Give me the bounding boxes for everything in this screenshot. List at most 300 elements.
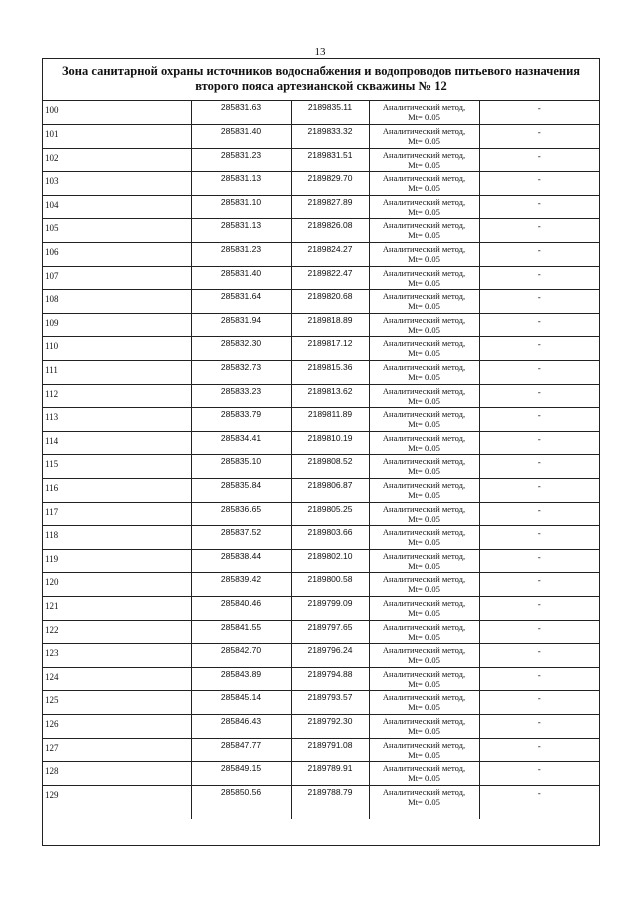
x-coordinate-cell <box>191 313 291 337</box>
method-accuracy: Mt= 0.05 <box>408 301 440 312</box>
point-number-cell <box>43 549 191 573</box>
x-coordinate-cell <box>191 384 291 408</box>
description-cell <box>479 148 599 172</box>
point-number-cell <box>43 243 191 267</box>
table-row <box>43 266 599 290</box>
point-number: 107 <box>45 270 59 281</box>
method-name: Аналитический метод, <box>382 220 466 231</box>
method-name: Аналитический метод, <box>382 715 466 726</box>
y-coordinate: 2189800.58 <box>307 574 353 585</box>
y-coordinate: 2189805.25 <box>307 503 353 514</box>
y-coordinate: 2189810.19 <box>307 432 353 443</box>
description-cell <box>479 290 599 314</box>
y-coordinate: 2189791.08 <box>307 739 353 750</box>
y-coordinate-cell <box>291 573 369 597</box>
method-accuracy: Mt= 0.05 <box>408 466 440 477</box>
method-accuracy: Mt= 0.05 <box>408 442 440 453</box>
y-coordinate-cell <box>291 502 369 526</box>
point-number-cell <box>43 762 191 786</box>
x-coordinate-cell <box>191 408 291 432</box>
point-number: 102 <box>45 152 59 163</box>
method-name: Аналитический метод, <box>382 456 466 467</box>
zone-title-line-2: второго пояса артезианской скважины № 12 <box>195 79 447 93</box>
method-name: Аналитический метод, <box>382 126 466 137</box>
description-value: - <box>537 598 541 609</box>
point-number: 117 <box>45 506 59 517</box>
description-value: - <box>537 693 541 704</box>
table-row <box>43 125 599 149</box>
method-accuracy: Mt= 0.05 <box>408 678 440 689</box>
zone-title <box>43 59 599 101</box>
point-number-cell <box>43 573 191 597</box>
method-name: Аналитический метод, <box>382 621 466 632</box>
x-coordinate-cell <box>191 195 291 219</box>
method-accuracy: Mt= 0.05 <box>408 183 440 194</box>
table-row <box>43 290 599 314</box>
point-number: 101 <box>45 129 59 140</box>
table-row <box>43 714 599 738</box>
description-cell <box>479 596 599 620</box>
method-name: Аналитический метод, <box>382 314 466 325</box>
description-value: - <box>537 646 541 657</box>
description-value: - <box>537 410 541 421</box>
x-coordinate-cell <box>191 549 291 573</box>
y-coordinate-cell <box>291 195 369 219</box>
y-coordinate-cell <box>291 243 369 267</box>
method-cell <box>369 573 479 597</box>
y-coordinate-cell <box>291 337 369 361</box>
description-value: - <box>537 339 541 350</box>
y-coordinate: 2189831.51 <box>307 149 353 160</box>
method-cell <box>369 714 479 738</box>
x-coordinate-cell <box>191 431 291 455</box>
method-name: Аналитический метод, <box>382 786 466 797</box>
method-name: Аналитический метод, <box>382 645 466 656</box>
x-coordinate: 285831.13 <box>220 173 262 184</box>
x-coordinate-cell <box>191 762 291 786</box>
description-value: - <box>537 716 541 727</box>
method-cell <box>369 785 479 819</box>
point-number-cell <box>43 337 191 361</box>
method-name: Аналитический метод, <box>382 550 466 561</box>
table-row <box>43 644 599 668</box>
method-accuracy: Mt= 0.05 <box>408 796 440 807</box>
x-coordinate: 285835.10 <box>220 456 262 467</box>
y-coordinate-cell <box>291 313 369 337</box>
description-cell <box>479 738 599 762</box>
point-number-cell <box>43 172 191 196</box>
description-value: - <box>537 150 541 161</box>
table-row <box>43 667 599 691</box>
method-name: Аналитический метод, <box>382 149 466 160</box>
y-coordinate: 2189794.88 <box>307 668 353 679</box>
method-accuracy: Mt= 0.05 <box>408 702 440 713</box>
method-cell <box>369 125 479 149</box>
point-number: 126 <box>45 718 59 729</box>
method-cell <box>369 502 479 526</box>
point-number: 106 <box>45 247 59 258</box>
point-number: 121 <box>45 600 59 611</box>
x-coordinate: 285835.84 <box>220 480 262 490</box>
x-coordinate: 285831.23 <box>220 244 262 255</box>
x-coordinate-cell <box>191 219 291 243</box>
y-coordinate-cell <box>291 549 369 573</box>
x-coordinate-cell <box>191 290 291 314</box>
point-number-cell <box>43 714 191 738</box>
description-cell <box>479 266 599 290</box>
table-row <box>43 785 599 819</box>
method-cell <box>369 266 479 290</box>
x-coordinate: 285831.10 <box>220 196 262 207</box>
x-coordinate: 285831.63 <box>220 102 262 112</box>
table-row <box>43 361 599 385</box>
y-coordinate: 2189806.87 <box>307 480 353 490</box>
method-cell <box>369 596 479 620</box>
method-name: Аналитический метод, <box>382 574 466 585</box>
point-number: 125 <box>45 695 59 706</box>
y-coordinate: 2189822.47 <box>307 267 353 278</box>
point-number: 123 <box>45 648 59 659</box>
table-row <box>43 620 599 644</box>
x-coordinate: 285843.89 <box>220 668 262 679</box>
method-accuracy: Mt= 0.05 <box>408 324 440 335</box>
point-number: 103 <box>45 176 59 187</box>
x-coordinate-cell <box>191 101 291 125</box>
point-number-cell <box>43 361 191 385</box>
method-name: Аналитический метод, <box>382 291 466 302</box>
method-accuracy: Mt= 0.05 <box>408 206 440 217</box>
method-cell <box>369 148 479 172</box>
description-value: - <box>537 315 541 326</box>
method-cell <box>369 195 479 219</box>
coordinates-table-body <box>43 101 599 819</box>
point-number: 120 <box>45 577 59 588</box>
method-name: Аналитический метод, <box>382 244 466 255</box>
x-coordinate: 285841.55 <box>220 621 262 632</box>
method-cell <box>369 738 479 762</box>
description-cell <box>479 573 599 597</box>
description-value: - <box>537 787 541 798</box>
description-cell <box>479 785 599 819</box>
method-name: Аналитический метод, <box>382 739 466 750</box>
method-name: Аналитический метод, <box>382 338 466 349</box>
y-coordinate: 2189788.79 <box>307 786 353 797</box>
table-row <box>43 195 599 219</box>
point-number: 108 <box>45 294 59 305</box>
table-row <box>43 479 599 503</box>
method-cell <box>369 762 479 786</box>
x-coordinate: 285831.94 <box>220 314 262 325</box>
point-number-cell <box>43 691 191 715</box>
x-coordinate: 285845.14 <box>220 692 262 703</box>
description-value: - <box>537 174 541 185</box>
method-name: Аналитический метод, <box>382 597 466 608</box>
description-cell <box>479 125 599 149</box>
method-cell <box>369 384 479 408</box>
description-value: - <box>537 197 541 208</box>
method-cell <box>369 243 479 267</box>
x-coordinate: 285838.44 <box>220 550 262 561</box>
point-number-cell <box>43 313 191 337</box>
point-number-cell <box>43 431 191 455</box>
table-row <box>43 573 599 597</box>
x-coordinate: 285831.40 <box>220 267 262 278</box>
description-cell <box>479 101 599 125</box>
point-number-cell <box>43 502 191 526</box>
y-coordinate: 2189826.08 <box>307 220 353 231</box>
x-coordinate: 285842.70 <box>220 645 262 656</box>
method-accuracy: Mt= 0.05 <box>408 725 440 736</box>
point-number: 129 <box>45 789 59 800</box>
point-number-cell <box>43 620 191 644</box>
x-coordinate: 285850.56 <box>220 786 262 797</box>
method-name: Аналитический метод, <box>382 409 466 420</box>
method-accuracy: Mt= 0.05 <box>408 490 440 500</box>
point-number: 116 <box>45 483 59 493</box>
x-coordinate: 285846.43 <box>220 715 262 726</box>
method-accuracy: Mt= 0.05 <box>408 136 440 147</box>
point-number-cell <box>43 290 191 314</box>
y-coordinate-cell <box>291 125 369 149</box>
method-cell <box>369 290 479 314</box>
method-name: Аналитический метод, <box>382 362 466 373</box>
y-coordinate: 2189802.10 <box>307 550 353 561</box>
coordinates-table <box>43 101 599 819</box>
x-coordinate-cell <box>191 148 291 172</box>
description-cell <box>479 549 599 573</box>
method-cell <box>369 549 479 573</box>
point-number: 110 <box>45 341 59 352</box>
method-name: Аналитический метод, <box>382 102 466 112</box>
table-row <box>43 455 599 479</box>
y-coordinate-cell <box>291 384 369 408</box>
y-coordinate-cell <box>291 431 369 455</box>
description-cell <box>479 667 599 691</box>
x-coordinate: 285839.42 <box>220 574 262 585</box>
x-coordinate-cell <box>191 243 291 267</box>
method-accuracy: Mt= 0.05 <box>408 560 440 571</box>
y-coordinate-cell <box>291 714 369 738</box>
table-row <box>43 219 599 243</box>
x-coordinate: 285849.15 <box>220 763 262 774</box>
description-cell <box>479 243 599 267</box>
y-coordinate-cell <box>291 691 369 715</box>
table-row <box>43 384 599 408</box>
point-number-cell <box>43 596 191 620</box>
description-value: - <box>537 575 541 586</box>
description-cell <box>479 313 599 337</box>
point-number-cell <box>43 479 191 503</box>
method-accuracy: Mt= 0.05 <box>408 584 440 595</box>
y-coordinate-cell <box>291 101 369 125</box>
x-coordinate-cell <box>191 620 291 644</box>
y-coordinate: 2189793.57 <box>307 692 353 703</box>
x-coordinate-cell <box>191 667 291 691</box>
y-coordinate-cell <box>291 148 369 172</box>
description-cell <box>479 455 599 479</box>
y-coordinate-cell <box>291 738 369 762</box>
description-cell <box>479 384 599 408</box>
y-coordinate: 2189815.36 <box>307 362 353 373</box>
method-cell <box>369 479 479 503</box>
y-coordinate: 2189829.70 <box>307 173 353 184</box>
y-coordinate-cell <box>291 667 369 691</box>
point-number-cell <box>43 125 191 149</box>
method-accuracy: Mt= 0.05 <box>408 419 440 430</box>
y-coordinate-cell <box>291 526 369 550</box>
description-cell <box>479 337 599 361</box>
description-value: - <box>537 740 541 751</box>
description-cell <box>479 361 599 385</box>
y-coordinate-cell <box>291 762 369 786</box>
point-number-cell <box>43 785 191 819</box>
y-coordinate-cell <box>291 361 369 385</box>
point-number-cell <box>43 219 191 243</box>
method-cell <box>369 667 479 691</box>
x-coordinate-cell <box>191 691 291 715</box>
description-value: - <box>537 127 541 138</box>
method-name: Аналитический метод, <box>382 196 466 207</box>
method-cell <box>369 219 479 243</box>
table-row <box>43 431 599 455</box>
y-coordinate-cell <box>291 290 369 314</box>
method-cell <box>369 644 479 668</box>
x-coordinate-cell <box>191 479 291 503</box>
method-name: Аналитический метод, <box>382 692 466 703</box>
x-coordinate-cell <box>191 573 291 597</box>
method-accuracy: Mt= 0.05 <box>408 513 440 524</box>
point-number: 119 <box>45 553 59 564</box>
x-coordinate-cell <box>191 337 291 361</box>
y-coordinate-cell <box>291 479 369 503</box>
method-accuracy: Mt= 0.05 <box>408 655 440 666</box>
point-number-cell <box>43 455 191 479</box>
y-coordinate: 2189796.24 <box>307 645 353 656</box>
x-coordinate-cell <box>191 644 291 668</box>
method-cell <box>369 526 479 550</box>
point-number: 114 <box>45 435 59 446</box>
y-coordinate: 2189792.30 <box>307 715 353 726</box>
method-accuracy: Mt= 0.05 <box>408 159 440 170</box>
y-coordinate: 2189797.65 <box>307 621 353 632</box>
method-cell <box>369 313 479 337</box>
description-cell <box>479 526 599 550</box>
y-coordinate: 2189803.66 <box>307 527 353 538</box>
x-coordinate: 285847.77 <box>220 739 262 750</box>
y-coordinate: 2189833.32 <box>307 126 353 137</box>
description-cell <box>479 431 599 455</box>
description-cell <box>479 762 599 786</box>
point-number: 105 <box>45 223 59 234</box>
point-number: 113 <box>45 412 59 423</box>
point-number: 122 <box>45 624 59 635</box>
method-name: Аналитический метод, <box>382 173 466 184</box>
x-coordinate: 285833.23 <box>220 385 262 396</box>
method-cell <box>369 455 479 479</box>
y-coordinate: 2189808.52 <box>307 456 353 467</box>
method-cell <box>369 620 479 644</box>
method-accuracy: Mt= 0.05 <box>408 230 440 241</box>
method-accuracy: Mt= 0.05 <box>408 395 440 406</box>
point-number: 118 <box>45 530 59 541</box>
method-name: Аналитический метод, <box>382 503 466 514</box>
method-accuracy: Mt= 0.05 <box>408 773 440 784</box>
method-cell <box>369 361 479 385</box>
description-value: - <box>537 103 541 113</box>
method-name: Аналитический метод, <box>382 267 466 278</box>
y-coordinate-cell <box>291 219 369 243</box>
point-number: 128 <box>45 766 59 777</box>
method-name: Аналитический метод, <box>382 763 466 774</box>
table-row <box>43 337 599 361</box>
point-number-cell <box>43 644 191 668</box>
description-value: - <box>537 433 541 444</box>
page-number: 13 <box>314 46 326 58</box>
method-cell <box>369 431 479 455</box>
point-number: 104 <box>45 199 59 210</box>
y-coordinate: 2189813.62 <box>307 385 353 396</box>
description-value: - <box>537 764 541 775</box>
description-value: - <box>537 221 541 232</box>
method-cell <box>369 691 479 715</box>
y-coordinate: 2189820.68 <box>307 291 353 302</box>
method-cell <box>369 408 479 432</box>
point-number-cell <box>43 738 191 762</box>
description-value: - <box>537 386 541 397</box>
description-cell <box>479 408 599 432</box>
description-value: - <box>537 481 541 491</box>
x-coordinate: 285837.52 <box>220 527 262 538</box>
x-coordinate-cell <box>191 125 291 149</box>
description-cell <box>479 502 599 526</box>
x-coordinate-cell <box>191 455 291 479</box>
description-value: - <box>537 268 541 279</box>
point-number-cell <box>43 101 191 125</box>
method-name: Аналитический метод, <box>382 527 466 538</box>
point-number-cell <box>43 667 191 691</box>
method-name: Аналитический метод, <box>382 668 466 679</box>
x-coordinate: 285831.40 <box>220 126 262 137</box>
zone-title-line-1: Зона санитарной охраны источников водоснабжения и водопроводов питьевого назначения <box>61 64 581 78</box>
x-coordinate: 285831.64 <box>220 291 262 302</box>
y-coordinate-cell <box>291 408 369 432</box>
table-row <box>43 596 599 620</box>
point-number: 111 <box>45 365 58 376</box>
x-coordinate-cell <box>191 785 291 819</box>
x-coordinate: 285833.79 <box>220 409 262 420</box>
y-coordinate-cell <box>291 785 369 819</box>
y-coordinate-cell <box>291 620 369 644</box>
description-cell <box>479 691 599 715</box>
point-number-cell <box>43 408 191 432</box>
description-cell <box>479 479 599 503</box>
table-row <box>43 313 599 337</box>
point-number-cell <box>43 526 191 550</box>
description-value: - <box>537 528 541 539</box>
x-coordinate: 285836.65 <box>220 503 262 514</box>
y-coordinate: 2189835.11 <box>307 102 353 112</box>
x-coordinate-cell <box>191 361 291 385</box>
method-name: Аналитический метод, <box>382 385 466 396</box>
table-row <box>43 526 599 550</box>
method-name: Аналитический метод, <box>382 480 466 490</box>
x-coordinate: 285834.41 <box>220 432 262 443</box>
description-value: - <box>537 504 541 515</box>
y-coordinate: 2189818.89 <box>307 314 353 325</box>
method-accuracy: Mt= 0.05 <box>408 254 440 265</box>
description-value: - <box>537 363 541 374</box>
point-number-cell <box>43 148 191 172</box>
